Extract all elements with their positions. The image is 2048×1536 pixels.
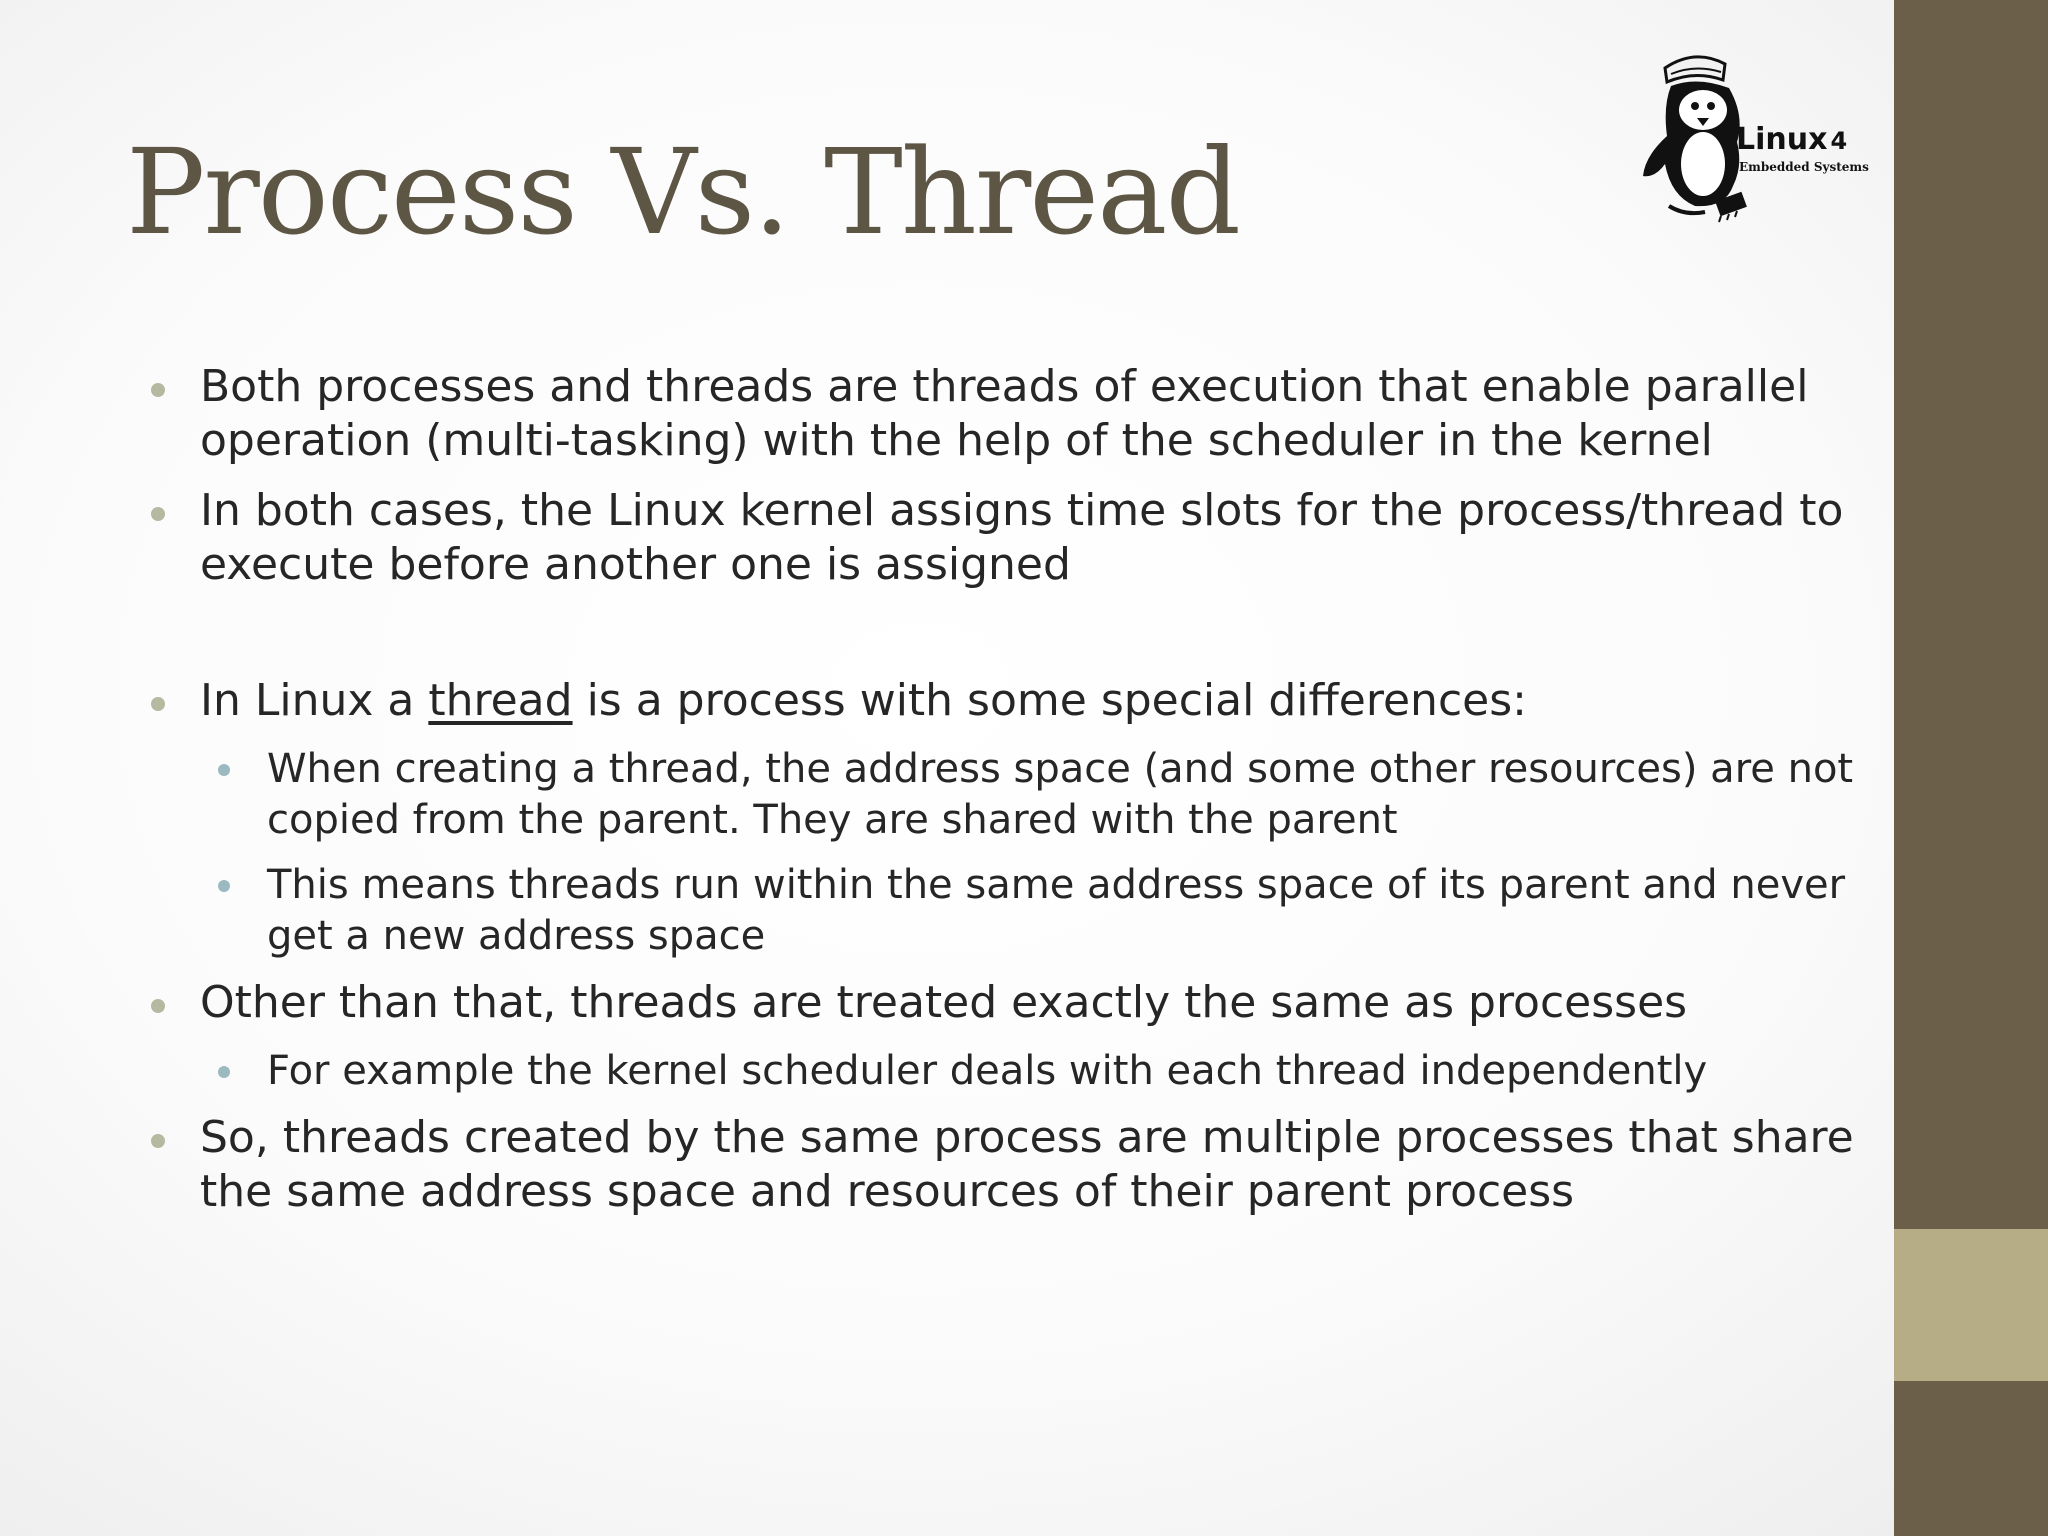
bullet-item (148, 1111, 1868, 1219)
logo-brand: Linux 4 (1736, 122, 1848, 157)
bullet-dot-icon (151, 383, 165, 397)
thread-underlined-word: thread (428, 675, 573, 726)
bullet-text: Both processes and threads are threads of execution that enable parallel operation (multi-tasking) with the help of the scheduler in the kernel (200, 361, 1809, 466)
spacer (148, 608, 1868, 674)
bullet-dot-icon (151, 999, 165, 1013)
bullet-item (148, 484, 1868, 592)
bullet-text-post: is a process with some special differences: (572, 675, 1527, 726)
sub-bullet-dot-icon (218, 1066, 230, 1078)
sub-bullet-text: This means threads run within the same address space of its parent and never get a new address space (267, 862, 1846, 959)
sub-bullet-item (148, 744, 1868, 846)
bullet-item (148, 674, 1868, 728)
side-bar-accent (1894, 1229, 2048, 1381)
bullet-text: In both cases, the Linux kernel assigns time slots for the process/thread to execute before another one is assigned (200, 485, 1844, 590)
sub-bullet-dot-icon (218, 764, 230, 776)
sub-bullet-text: When creating a thread, the address space (and some other resources) are not copied from the parent. They are shared with the parent (267, 746, 1854, 843)
bullet-dot-icon (151, 1134, 165, 1148)
sub-bullet-dot-icon (218, 880, 230, 892)
sub-bullet-text: For example the kernel scheduler deals with each thread independently (267, 1048, 1708, 1094)
bullet-dot-icon (151, 697, 165, 711)
linux4-logo (1625, 46, 1869, 226)
sub-bullet-item (148, 1046, 1868, 1097)
bullet-text: So, threads created by the same process are multiple processes that share the same address space and resources of their parent process (200, 1112, 1854, 1217)
bullet-text: Other than that, threads are treated exactly the same as processes (200, 977, 1688, 1028)
bullet-item (148, 976, 1868, 1030)
bullet-item (148, 360, 1868, 468)
slide-body (148, 360, 1868, 1235)
slide-title: Process Vs. Thread (126, 123, 1240, 261)
sub-bullet-item (148, 860, 1868, 962)
logo-tagline: Embedded Systems (1739, 160, 1869, 174)
bullet-text-pre: In Linux a (200, 675, 429, 726)
bullet-dot-icon (151, 507, 165, 521)
